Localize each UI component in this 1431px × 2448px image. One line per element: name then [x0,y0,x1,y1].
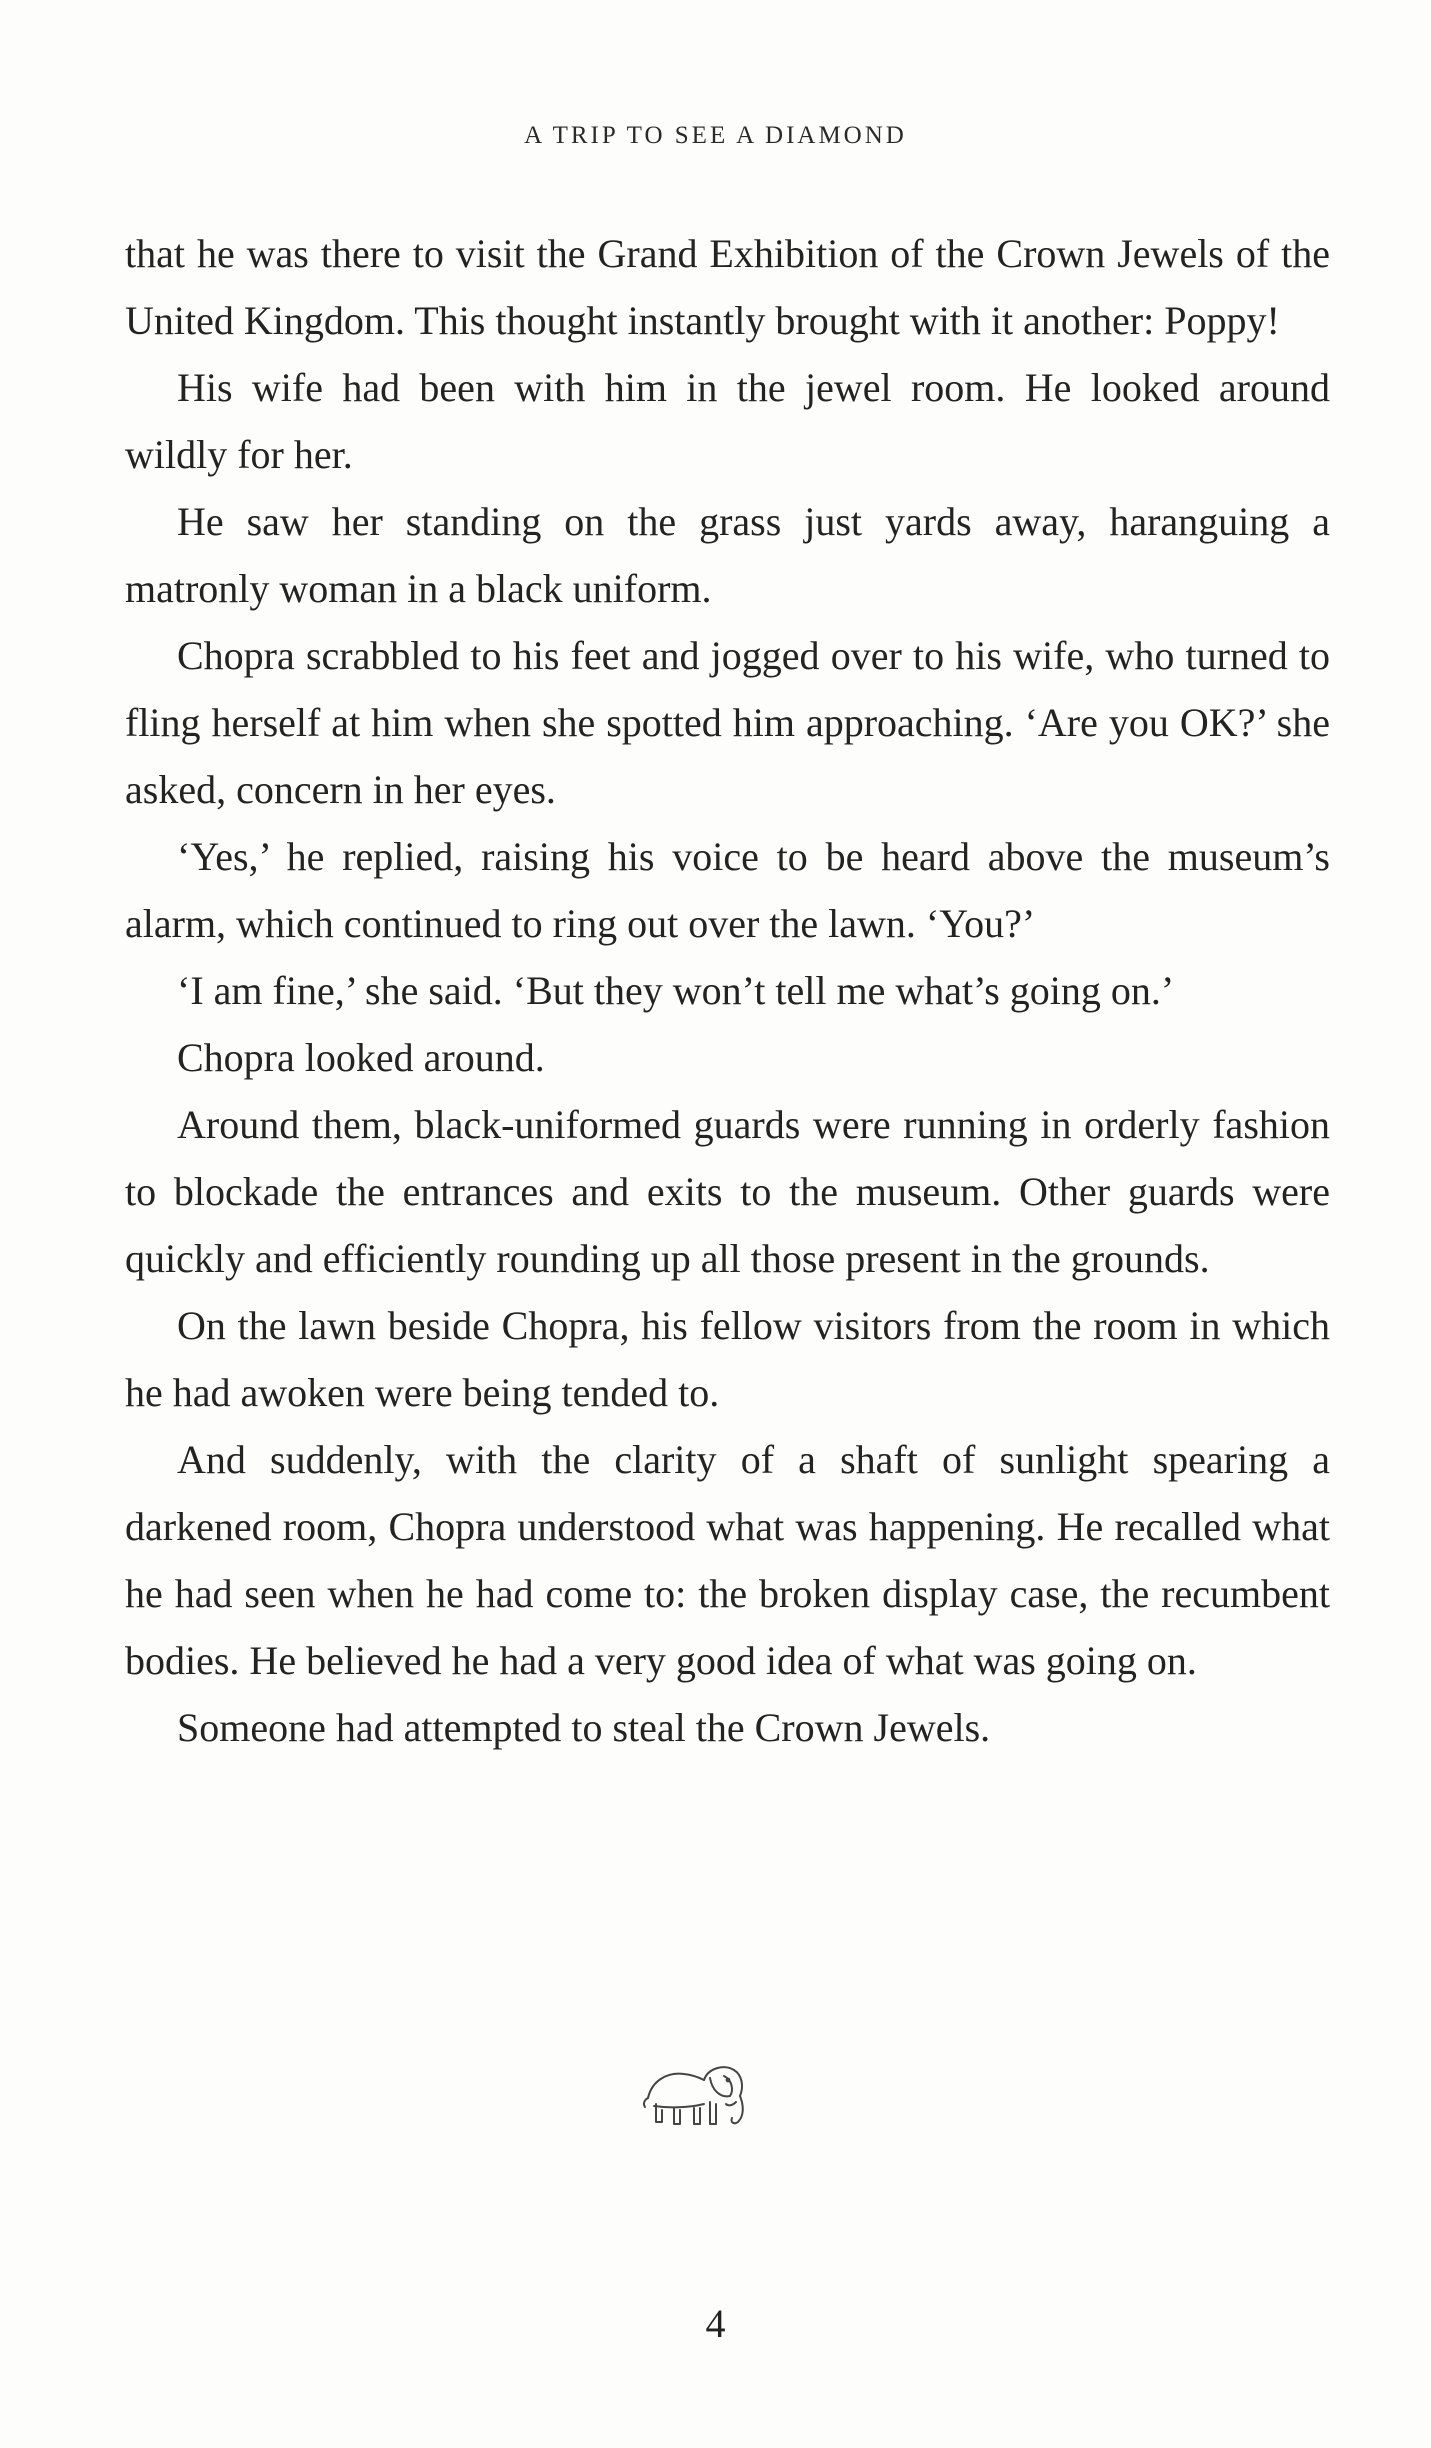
page-number: 4 [705,2301,726,2346]
paragraph: ‘Yes,’ he replied, raising his voice to be heard above the museum’s alarm, which continued to ring out over the lawn. ‘You?’ [125,834,1330,946]
paragraph: He saw her standing on the grass just yards away, haranguing a matronly woman in a black uniform. [125,499,1330,611]
paragraph: His wife had been with him in the jewel room. He looked around wildly for her. [125,365,1330,477]
paragraph: Chopra looked around. [177,1035,545,1080]
paragraph: On the lawn beside Chopra, his fellow visitors from the room in which he had awoken were being tended to. [125,1303,1330,1415]
elephant-icon [640,2050,780,2140]
running-head: A TRIP TO SEE A DIAMOND [524,122,907,149]
paragraph: Around them, black-uniformed guards were running in orderly fashion to blockade the entrances and exits to the museum. Other guards were quickly and efficiently rounding up all those present in the grounds. [125,1102,1330,1281]
paragraph: ‘I am fine,’ she said. ‘But they won’t tell me what’s going on.’ [177,968,1175,1013]
paragraph: And suddenly, with the clarity of a shaft of sunlight spearing a darkened room, Chopra understood what was happening. He recalled what he had seen when he had come to: the broken display case, the recumbent bodies. He believed he had a very good idea of what was going on. [125,1437,1330,1683]
body-text [125,220,1330,1761]
paragraph: Someone had attempted to steal the Crown Jewels. [177,1705,991,1750]
paragraph: that he was there to visit the Grand Exhibition of the Crown Jewels of the United Kingdom. This thought instantly brought with it another: Poppy! [125,231,1330,343]
paragraph: Chopra scrabbled to his feet and jogged over to his wife, who turned to fling herself at him when she spotted him approaching. ‘Are you OK?’ she asked, concern in her eyes. [125,633,1330,812]
